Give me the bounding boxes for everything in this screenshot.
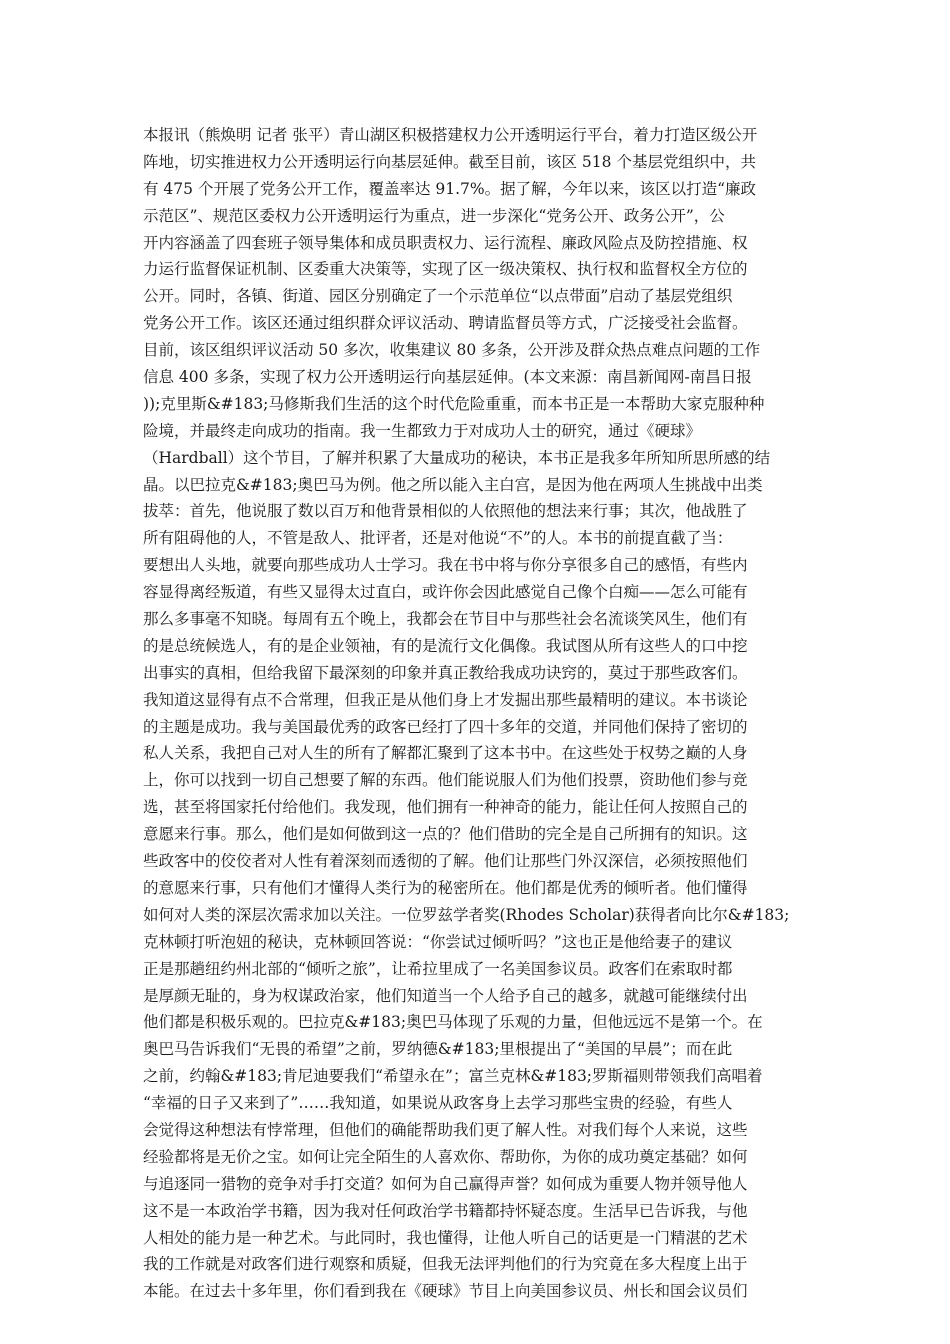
text-line: 如何对人类的深层次需求加以关注。一位罗兹学者奖(Rhodes Scholar)获得者向比尔&#183; (143, 905, 790, 924)
text-line: 拔萃：首先，他说服了数以百万和他背景相似的人依照他的想法来行事；其次，他战胜了 (143, 502, 748, 521)
body-text (143, 122, 807, 1305)
text-line: 正是那趟纽约州北部的“倾听之旅”，让希拉里成了一名美国参议员。政客们在索取时都 (143, 959, 733, 978)
text-line: 私人关系，我把自己对人生的所有了解都汇聚到了这本书中。在这些处于权势之巅的人身 (143, 744, 748, 763)
text-line: 出事实的真相，但给我留下最深刻的印象并真正教给我成功诀窍的，莫过于那些政客们。 (143, 663, 748, 682)
text-line: 本能。在过去十多年里，你们看到我在《硬球》节目上向美国参议员、州长和国会议员们 (143, 1282, 748, 1301)
text-line: 意愿来行事。那么，他们是如何做到这一点的？他们借助的完全是自己所拥有的知识。这 (143, 825, 748, 844)
text-line: 之前，约翰&#183;肯尼迪要我们“希望永在”；富兰克林&#183;罗斯福则带领我们高唱着 (143, 1067, 763, 1086)
text-line: 阵地，切实推进权力公开透明运行向基层延伸。截至目前，该区 518 个基层党组织中，共 (143, 152, 756, 171)
text-line: （Hardball）这个节目，了解并积累了大量成功的秘诀，本书正是我多年所知所思所感的结 (143, 448, 771, 467)
text-line: 他们都是积极乐观的。巴拉克&#183;奥巴马体现了乐观的力量，但他远远不是第一个。在 (143, 1013, 763, 1032)
text-line: 容显得离经叛道，有些又显得太过直白，或许你会因此感觉自己像个白痴——怎么可能有 (143, 583, 748, 602)
text-line: 的主题是成功。我与美国最优秀的政客已经打了四十多年的交道，并同他们保持了密切的 (143, 717, 748, 736)
text-line: 选，甚至将国家托付给他们。我发现，他们拥有一种神奇的能力，能让任何人按照自己的 (143, 798, 748, 817)
text-line: 险境，并最终走向成功的指南。我一生都致力于对成功人士的研究，通过《硬球》 (143, 421, 702, 440)
text-line: 些政客中的佼佼者对人性有着深刻而透彻的了解。他们让那些门外汉深信，必须按照他们 (143, 852, 748, 871)
text-line: 信息 400 多条，实现了权力公开透明运行向基层延伸。(本文来源：南昌新闻网-南昌日报 (143, 368, 752, 387)
text-line: 力运行监督保证机制、区委重大决策等，实现了区一级决策权、执行权和监督权全方位的 (143, 260, 748, 279)
text-line: 人相处的能力是一种艺术。与此同时，我也懂得，让他人听自己的话更是一门精湛的艺术 (143, 1228, 748, 1247)
text-line: 这不是一本政治学书籍，因为我对任何政治学书籍都持怀疑态度。生活早已告诉我，与他 (143, 1201, 748, 1220)
text-line: 那么多事毫不知晓。每周有五个晚上，我都会在节目中与那些社会名流谈笑风生，他们有 (143, 610, 748, 629)
text-line: 克林顿打听泡妞的秘诀，克林顿回答说：“你尝试过倾听吗？”这也正是他给妻子的建议 (143, 932, 733, 951)
text-line: 上，你可以找到一切自己想要了解的东西。他们能说服人们为他们投票，资助他们参与竞 (143, 771, 748, 790)
text-line: 奥巴马告诉我们“无畏的希望”之前，罗纳德&#183;里根提出了“美国的早晨”；而在此 (143, 1040, 733, 1059)
text-line: 要想出人头地，就要向那些成功人士学习。我在书中将与你分享很多自己的感悟，有些内 (143, 556, 748, 575)
text-line: 开内容涵盖了四套班子领导集体和成员职责权力、运行流程、廉政风险点及防控措施、权 (143, 233, 748, 252)
text-line: 党务公开工作。该区还通过组织群众评议活动、聘请监督员等方式，广泛接受社会监督。 (143, 314, 748, 333)
text-line: 本报讯（熊焕明 记者 张平）青山湖区积极搭建权力公开透明运行平台，着力打造区级公开 (143, 126, 758, 144)
text-line: 我的工作就是对政客们进行观察和质疑，但我无法评判他们的行为究竟在多大程度上出于 (143, 1255, 748, 1274)
text-line: 有 475 个开展了党务公开工作，覆盖率达 91.7%。据了解，今年以来，该区以打造“廉政 (143, 179, 757, 198)
text-line: 公开。同时，各镇、街道、园区分别确定了一个示范单位“以点带面”启动了基层党组织 (143, 287, 733, 306)
text-line: ));克里斯&#183;马修斯我们生活的这个时代危险重重，而本书正是一本帮助大家克服种种 (143, 394, 765, 413)
text-line: 我知道这显得有点不合常理，但我正是从他们身上才发掘出那些最精明的建议。本书谈论 (143, 690, 748, 709)
text-line: 示范区”、规范区委权力公开透明运行为重点，进一步深化“党务公开、政务公开”，公 (143, 206, 725, 225)
text-line: 经验都将是无价之宝。如何让完全陌生的人喜欢你、帮助你，为你的成功奠定基础？如何 (143, 1147, 748, 1166)
text-line: 的是总统候选人，有的是企业领袖，有的是流行文化偶像。我试图从所有这些人的口中挖 (143, 636, 748, 655)
text-line: 是厚颜无耻的，身为权谋政治家，他们知道当一个人给予自己的越多，就越可能继续付出 (143, 986, 748, 1005)
text-line: 晶。以巴拉克&#183;奥巴马为例。他之所以能入主白宫，是因为他在两项人生挑战中出类 (143, 475, 763, 494)
text-line: 会觉得这种想法有悖常理，但他们的确能帮助我们更了解人性。对我们每个人来说，这些 (143, 1120, 748, 1139)
text-line: 所有阻碍他的人，不管是敌人、批评者，还是对他说“不”的人。本书的前提直截了当： (143, 529, 733, 548)
text-line: 与追逐同一猎物的竞争对手打交道？如何为自己赢得声誉？如何成为重要人物并领导他人 (143, 1174, 748, 1193)
text-line: 的意愿来行事，只有他们才懂得人类行为的秘密所在。他们都是优秀的倾听者。他们懂得 (143, 878, 748, 897)
text-line: 目前，该区组织评议活动 50 多次，收集建议 80 多条，公开涉及群众热点难点问题的工作 (143, 341, 761, 360)
text-line: “幸福的日子又来到了”……我知道，如果说从政客身上去学习那些宝贵的经验，有些人 (143, 1094, 733, 1113)
